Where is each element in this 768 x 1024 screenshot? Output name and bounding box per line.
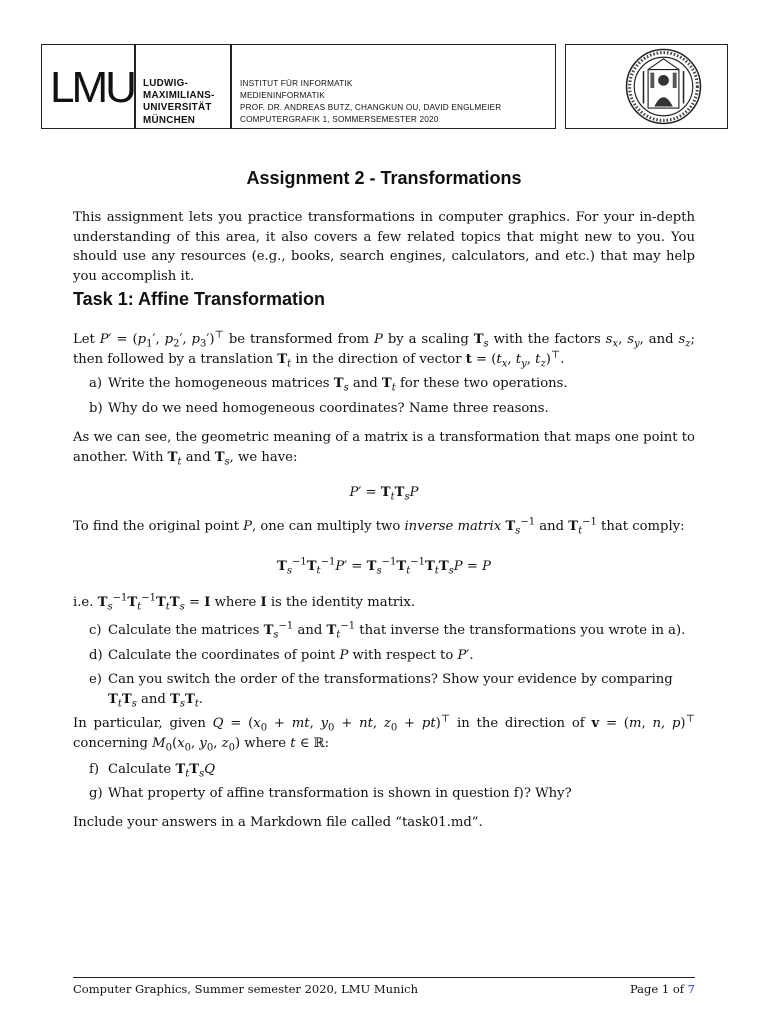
task-heading: Task 1: Affine Transformation — [73, 289, 326, 309]
institute-box — [231, 44, 556, 129]
identity-line: i.e. $T_s^{-1}T_t^{-1}T_tT_s = I$ where I is the identity matrix. — [73, 592, 416, 613]
task-paragraph-2: As we can see, the geometric meaning of a matrix is a transformation that maps one point to another. With $T_t$ and $T_s$, we have: — [73, 430, 695, 468]
footer-course: Computer Graphics, Summer semester 2020, LMU Munich — [73, 982, 419, 996]
page-title: Assignment 2 - Transformations — [246, 168, 522, 188]
university-name: LUDWIG- MAXIMILIANS- UNIVERSITÄT MÜNCHEN — [143, 78, 215, 126]
page-total-link[interactable]: 7 — [687, 982, 695, 996]
institute-line: INSTITUT FÜR INFORMATIK — [240, 79, 353, 88]
task-paragraph-3: To find the original point P, one can multiply two inverse matrix $T_s^{-1}$ and $T_t^{-1}$ that comply: — [73, 516, 685, 537]
institute-info — [240, 78, 501, 126]
lmu-logo-text: LMU — [50, 63, 134, 112]
institute-line: PROF. DR. ANDREAS BUTZ, CHANGKUN OU, DAVID ENGLMEIER — [240, 103, 502, 112]
footer-page-number: Page 1 of 7 — [629, 982, 695, 996]
institute-line: MEDIENINFORMATIK — [240, 91, 325, 100]
task-paragraph-1: Let $P' = (p_1'$, $p_2'$, $p_3')^⊤$ be transformed from P by a scaling $T_s$ with the factors $s_x$, $s_y$, and $s_z$; then followed by a translation $T_t$ in the direction of vector $t = (t_x$, $t_y$, $t_z)^⊤$. — [73, 329, 695, 370]
equation-1: $P' = T_tT_sP$ — [349, 485, 419, 503]
lmu-logo-box — [41, 44, 135, 129]
seal-box — [565, 44, 728, 129]
equation-2: $T_s^{-1}T_t^{-1}P' = T_s^{-1}T_t^{-1}T_tT_sP = P$ — [277, 556, 491, 577]
closing-paragraph: Include your answers in a Markdown file called “task01.md”. — [73, 815, 483, 830]
intro-paragraph: This assignment lets you practice transformations in computer graphics. For your in-depth understanding of this area, it also covers a few related topics that might new to you. You should use any resources (e.g., books, search engines, calculators, and etc.) that may help you accomplish it. — [73, 210, 695, 284]
task-paragraph-4: In particular, given $Q = (x_0$ + mt, $y_0$ + nt, $z_0 + pt)^⊤$ in the direction of v = (m, n, p)⊤ concerning $M_0(x_0$, $y_0$, $z_0$) where t ∈ ℝ: — [73, 713, 695, 754]
university-name-box — [135, 44, 231, 129]
institute-line: COMPUTERGRAFIK 1, SOMMERSEMESTER 2020 — [240, 115, 439, 124]
footer-divider — [73, 977, 695, 978]
university-seal-icon — [625, 48, 702, 125]
